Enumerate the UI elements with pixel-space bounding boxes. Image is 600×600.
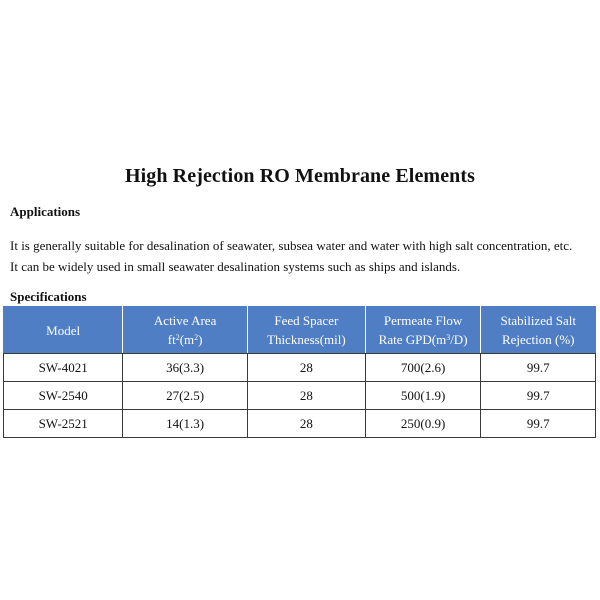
cell-model: SW-4021: [4, 354, 123, 382]
cell-salt-rejection: 99.7: [481, 410, 596, 438]
column-header-area-ft: ft: [167, 332, 176, 347]
column-header-flow-line-1: Permeate Flow: [383, 313, 463, 328]
table-row: [4, 382, 596, 410]
column-header-salt-rejection: [481, 307, 596, 354]
column-header-flow-end: /D): [450, 332, 468, 347]
cell-feed-spacer: 28: [247, 354, 365, 382]
column-header-active-area: [123, 307, 248, 354]
column-header-rejection-line-2: Rejection (%): [501, 332, 575, 347]
cell-active-area: 36(3.3): [123, 354, 248, 382]
column-header-area-mid: (m: [179, 332, 195, 347]
specifications-heading: Specifications: [10, 289, 87, 304]
column-header-area-line-1: Active Area: [153, 313, 217, 328]
cell-salt-rejection: 99.7: [481, 354, 596, 382]
column-header-spacer-line-2: Thickness(mil): [267, 332, 346, 347]
column-header-rejection-line-1: Stabilized Salt: [500, 313, 576, 328]
cell-permeate-flow: 250(0.9): [365, 410, 481, 438]
cell-model: SW-2521: [4, 410, 123, 438]
table-row: [4, 354, 596, 382]
page-title: High Rejection RO Membrane Elements: [124, 165, 476, 187]
cell-permeate-flow: 700(2.6): [365, 354, 481, 382]
cell-feed-spacer: 28: [247, 410, 365, 438]
cell-feed-spacer: 28: [247, 382, 365, 410]
applications-text-line-2: It can be widely used in small seawater desalination systems such as ships and islands.: [10, 259, 461, 274]
column-header-spacer-line-1: Feed Spacer: [274, 313, 339, 328]
cell-permeate-flow: 500(1.9): [365, 382, 481, 410]
cell-active-area: 27(2.5): [123, 382, 248, 410]
column-header-model: [4, 307, 123, 354]
column-header-area-end: ): [198, 332, 203, 347]
column-header-feed-spacer: [247, 307, 365, 354]
applications-heading: Applications: [10, 204, 81, 219]
column-header-permeate-flow: [365, 307, 481, 354]
table-row: [4, 410, 596, 438]
column-header-area-sup-1: 2: [175, 333, 180, 342]
table-header-row: [4, 307, 596, 354]
column-header-flow-sup: 3: [446, 333, 451, 342]
cell-salt-rejection: 99.7: [481, 382, 596, 410]
applications-text-line-1: It is generally suitable for desalination of seawater, subsea water and water with high salt concentration, etc.: [10, 238, 573, 253]
column-header-flow-pre: Rate GPD(m: [378, 332, 447, 347]
cell-model: SW-2540: [4, 382, 123, 410]
cell-active-area: 14(1.3): [123, 410, 248, 438]
specifications-table: [3, 306, 596, 438]
column-header-model-label: Model: [46, 322, 81, 338]
column-header-area-sup-2: 2: [194, 333, 199, 342]
